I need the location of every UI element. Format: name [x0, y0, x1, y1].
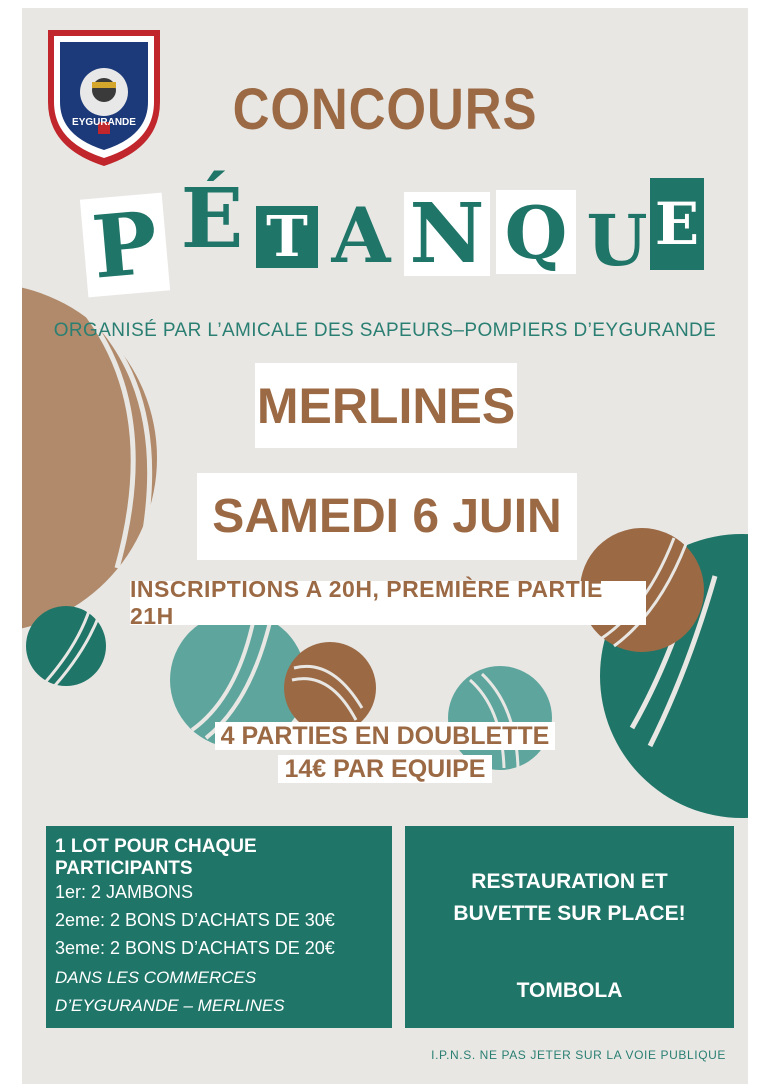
event-price: 14€ PAR EQUIPE: [278, 755, 491, 783]
event-format-block: [22, 720, 748, 786]
prize-note-line: D’EYGURANDE – MERLINES: [55, 996, 285, 1015]
petanque-letter: N: [404, 192, 490, 276]
footer-notice: I.P.N.S. NE PAS JETER SUR LA VOIE PUBLIQUE: [431, 1048, 726, 1062]
petanque-letter: E: [650, 178, 704, 270]
logo-bottom-text: EYGURANDE: [72, 117, 136, 128]
prize-line: 2eme: 2 BONS D’ACHATS DE 30€: [55, 910, 335, 930]
petanque-letter: T: [256, 206, 318, 268]
prizes-box: [46, 826, 392, 1028]
services-line: BUVETTE SUR PLACE!: [453, 902, 686, 925]
event-format: 4 PARTIES EN DOUBLETTE: [215, 722, 556, 750]
services-line: RESTAURATION ET: [471, 870, 668, 893]
concours-title: CONCOURS: [232, 77, 538, 142]
services-box: [405, 826, 734, 1028]
poster: [22, 8, 748, 1084]
teal-boule-small-left: [26, 606, 106, 691]
tombola-text: TOMBOLA: [516, 979, 623, 1002]
services-text: [405, 866, 734, 930]
petanque-title: [84, 168, 704, 298]
prize-line: 1er: 2 JAMBONS: [55, 882, 194, 902]
petanque-letter: P: [80, 193, 170, 298]
petanque-letter: A: [331, 190, 391, 280]
event-date: SAMEDI 6 JUIN: [197, 473, 577, 560]
event-place: MERLINES: [255, 363, 517, 448]
petanque-letter: Q: [496, 190, 576, 274]
petanque-letter: U: [586, 198, 648, 282]
organiser-text: ORGANISÉ PAR L’AMICALE DES SAPEURS–POMPIERS D’EYGURANDE: [53, 320, 717, 341]
event-schedule: INSCRIPTIONS A 20H, PREMIÈRE PARTIE 21H: [130, 581, 646, 625]
petanque-letter: É: [180, 171, 244, 267]
prizes-title: 1 LOT POUR CHAQUE PARTICIPANTS: [55, 836, 257, 879]
prize-note-line: DANS LES COMMERCES: [55, 968, 257, 987]
prize-line: 3eme: 2 BONS D’ACHATS DE 20€: [55, 938, 335, 958]
